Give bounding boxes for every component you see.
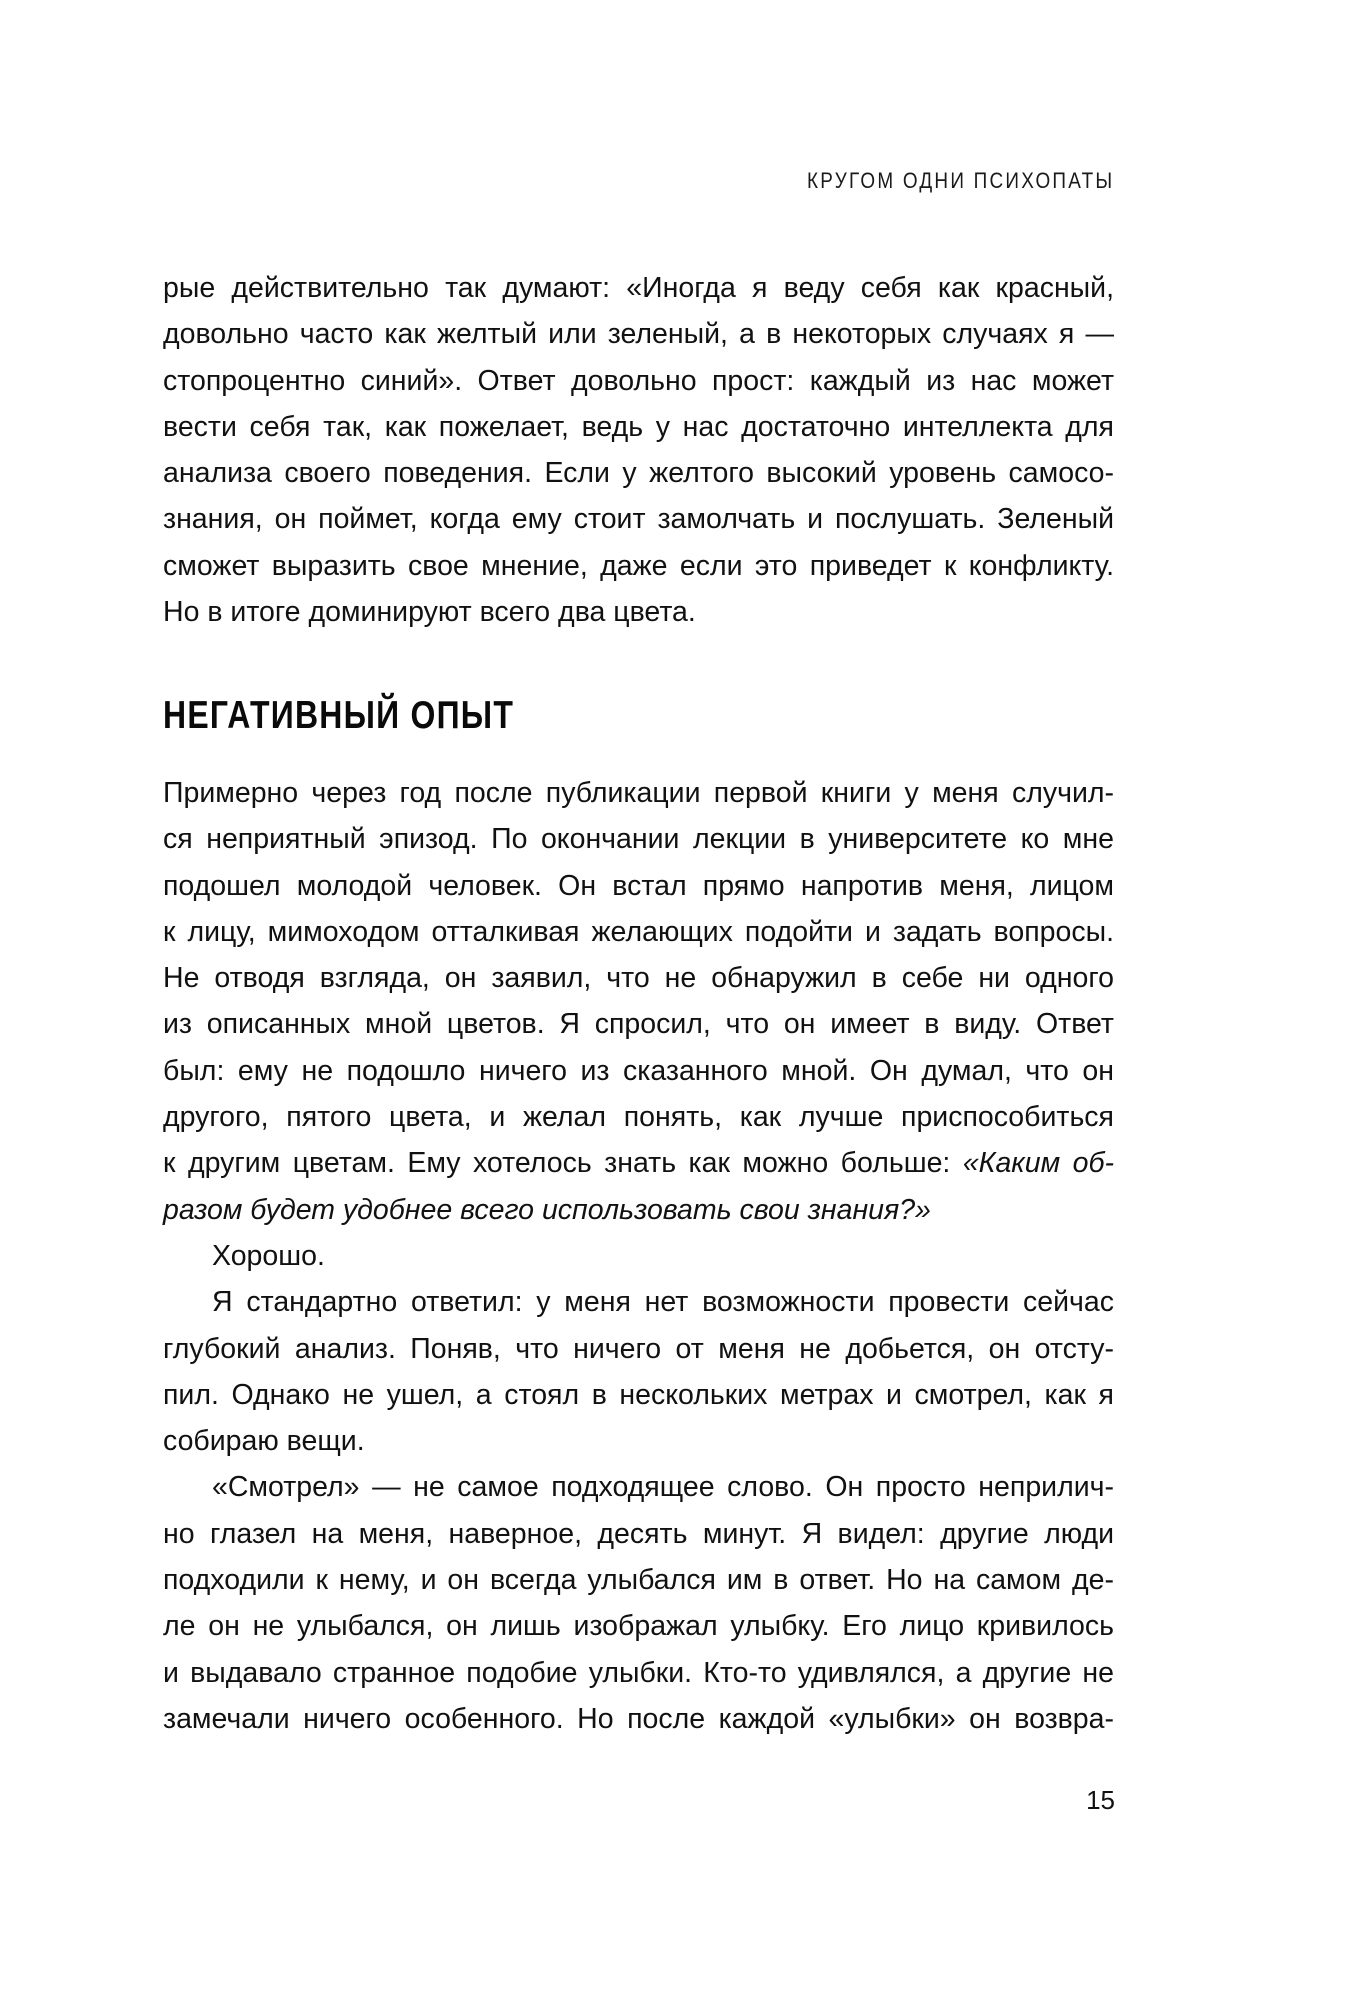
text-line-content <box>163 816 1114 862</box>
text-line-content <box>163 358 1114 404</box>
text-line <box>163 1326 1114 1372</box>
text-run: довольно часто как желтый или зеленый, а в некоторых случаях я — <box>163 318 1114 351</box>
text-run: собираю вещи. <box>163 1425 365 1458</box>
text-line <box>163 1464 1114 1510</box>
text-line-content <box>212 1233 1114 1279</box>
text-line <box>163 1696 1114 1742</box>
text-run: стопроцентно синий». Ответ довольно прост: каждый из нас может <box>163 364 1114 397</box>
italic-quote: «Каким об- <box>962 1147 1114 1180</box>
text-line <box>163 1511 1114 1557</box>
text-line-content <box>163 1557 1114 1603</box>
page-number: 15 <box>1086 1785 1115 1815</box>
text-run: Примерно через год после публикации первой книги у меня случил- <box>163 777 1114 809</box>
text-line-content <box>163 1696 1114 1742</box>
text-line-content <box>163 1048 1114 1094</box>
text-line <box>163 1557 1114 1603</box>
text-run: и выдавало странное подобие улыбки. Кто-то удивлялся, а другие не <box>163 1656 1114 1689</box>
text-line-content <box>163 1418 1114 1464</box>
text-run: был: ему не подошло ничего из сказанного мной. Он думал, что он <box>163 1054 1114 1087</box>
running-head: КРУГОМ ОДНИ ПСИХОПАТЫ <box>806 168 1114 193</box>
text-line <box>163 955 1114 1001</box>
text-line <box>163 863 1114 909</box>
text-line-content <box>163 404 1114 450</box>
text-run: но глазел на меня, наверное, десять минут. Я видел: другие люди <box>163 1517 1114 1550</box>
text-line-content <box>163 1001 1114 1047</box>
text-line <box>163 1094 1114 1140</box>
text-line <box>163 358 1114 404</box>
paragraph-1 <box>163 265 1114 635</box>
text-line-content <box>163 1094 1114 1140</box>
text-run: к лицу, мимоходом отталкивая желающих подойти и задать вопросы. <box>163 915 1114 948</box>
text-run: замечали ничего особенного. Но после каждой «улыбки» он возвра- <box>163 1702 1114 1735</box>
text-line-content <box>212 1279 1114 1325</box>
text-line <box>163 450 1114 496</box>
text-run: «Смотрел» — не самое подходящее слово. Он просто неприлич- <box>212 1471 1114 1504</box>
text-line-content <box>163 1187 1114 1233</box>
text-run: глубокий анализ. Поняв, что ничего от меня не добьется, он отсту- <box>163 1332 1114 1365</box>
text-line <box>163 496 1114 542</box>
text-line <box>163 311 1114 357</box>
text-line-content <box>163 1650 1114 1696</box>
text-line <box>163 1233 1114 1279</box>
text-line-content <box>163 770 1114 816</box>
text-line-content <box>163 955 1114 1001</box>
text-line-content <box>163 863 1114 909</box>
text-line <box>163 816 1114 862</box>
section-heading: НЕГАТИВНЫЙ ОПЫТ <box>163 694 515 737</box>
text-line-content <box>163 1326 1114 1372</box>
text-line-content <box>163 1140 1114 1186</box>
text-line <box>163 1140 1114 1186</box>
text-line <box>163 589 1114 635</box>
text-line-content <box>163 496 1114 542</box>
text-line-content <box>163 543 1114 589</box>
section-body <box>163 770 1114 1742</box>
text-line <box>163 1187 1114 1233</box>
text-line <box>163 404 1114 450</box>
text-line-content <box>163 909 1114 955</box>
text-run: знания, он поймет, когда ему стоит замолчать и послушать. Зеленый <box>163 503 1114 536</box>
text-run: Не отводя взгляда, он заявил, что не обнаружил в себе ни одного <box>163 962 1114 995</box>
text-run: Но в итоге доминируют всего два цвета. <box>163 596 696 629</box>
text-run: анализа своего поведения. Если у желтого высокий уровень самосо- <box>163 457 1114 490</box>
text-line <box>163 543 1114 589</box>
text-run: другого, пятого цвета, и желал понять, как лучше приспособиться <box>163 1101 1114 1134</box>
text-run: подходили к нему, и он всегда улыбался им в ответ. Но на самом де- <box>163 1564 1114 1597</box>
text-line <box>163 909 1114 955</box>
text-run: ле он не улыбался, он лишь изображал улыбку. Его лицо кривилось <box>163 1610 1114 1643</box>
text-line-content <box>212 1464 1114 1510</box>
text-run: подошел молодой человек. Он встал прямо напротив меня, лицом <box>163 869 1114 902</box>
text-run: к другим цветам. Ему хотелось знать как можно больше: <box>163 1147 963 1180</box>
text-line <box>163 1048 1114 1094</box>
italic-quote: разом будет удобнее всего использовать свои знания?» <box>163 1193 931 1226</box>
text-run: пил. Однако не ушел, а стоял в нескольких метрах и смотрел, как я <box>163 1378 1114 1411</box>
text-line <box>163 1650 1114 1696</box>
text-run: ся неприятный эпизод. По окончании лекции в университете ко мне <box>163 823 1114 856</box>
text-run: из описанных мной цветов. Я спросил, что он имеет в виду. Ответ <box>163 1008 1114 1041</box>
text-run: Хорошо. <box>212 1239 325 1272</box>
text-line-content <box>163 1603 1114 1649</box>
text-run: вести себя так, как пожелает, ведь у нас достаточно интеллекта для <box>163 410 1114 443</box>
text-run: рые действительно так думают: «Иногда я веду себя как красный, <box>163 272 1114 304</box>
text-line <box>163 770 1114 816</box>
text-line-content <box>163 265 1114 311</box>
text-line-content <box>163 311 1114 357</box>
text-run: сможет выразить свое мнение, даже если это приведет к конфликту. <box>163 549 1114 582</box>
text-line-content <box>163 589 1114 635</box>
text-line <box>163 1603 1114 1649</box>
text-line <box>163 1279 1114 1325</box>
text-line <box>163 1372 1114 1418</box>
text-line-content <box>163 1511 1114 1557</box>
text-line <box>163 1001 1114 1047</box>
text-run: Я стандартно ответил: у меня нет возможности провести сейчас <box>212 1286 1114 1319</box>
text-line-content <box>163 1372 1114 1418</box>
text-line <box>163 265 1114 311</box>
text-line-content <box>163 450 1114 496</box>
text-line <box>163 1418 1114 1464</box>
